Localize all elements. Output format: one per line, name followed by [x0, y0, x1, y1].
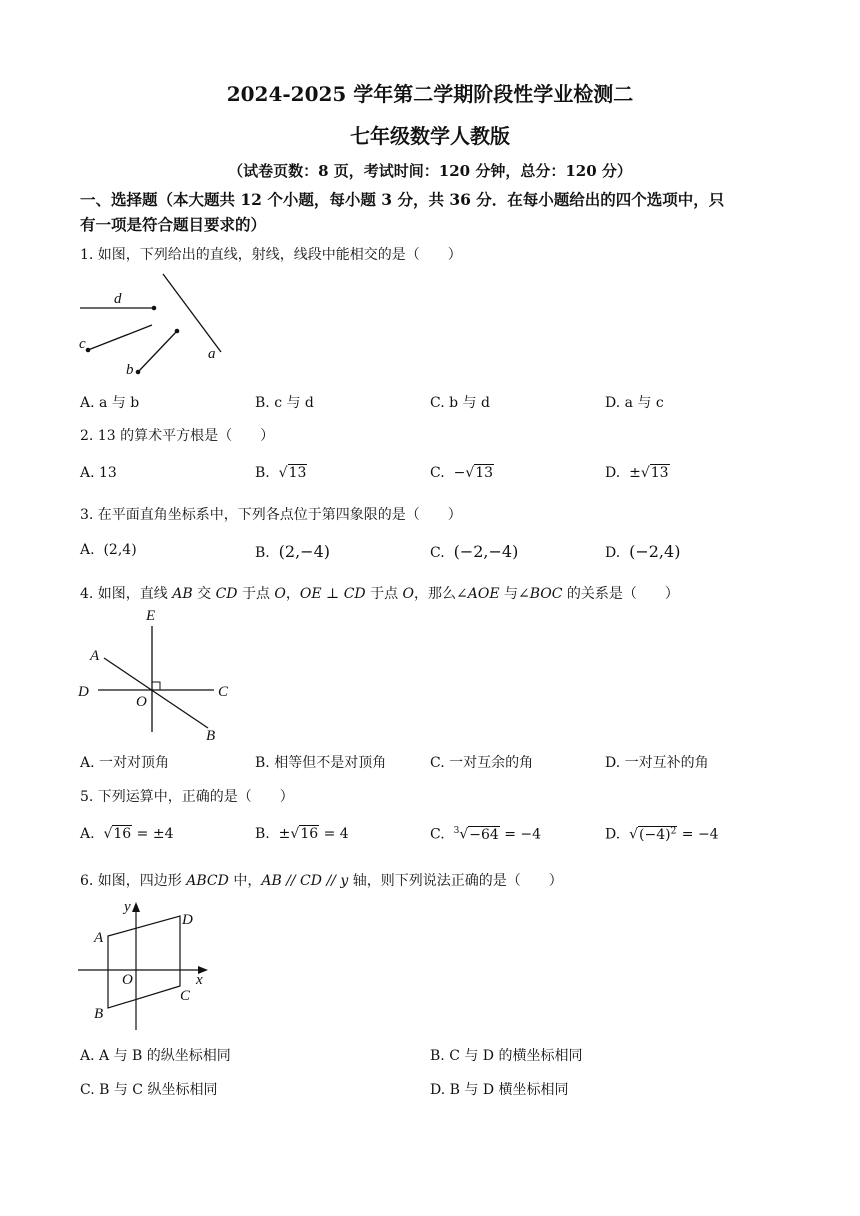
rhs: = −4 [499, 826, 542, 843]
endpoint-d [152, 306, 157, 311]
option-value: (−2,−4) [453, 542, 519, 561]
label-D: D [182, 912, 193, 928]
q2-option-b[interactable]: B. √13 [255, 465, 307, 481]
label-c: c [79, 336, 86, 352]
endpoint-b1 [136, 370, 141, 375]
option-value: (2,−4) [278, 542, 330, 561]
question-6-stem: 6. 如图，四边形 ABCD 中，AB // CD // y 轴，则下列说法正确的是（ ） [80, 873, 563, 889]
label-B: B [94, 1006, 104, 1022]
question-2-stem: 2. 13 的算术平方根是（ ） [80, 428, 275, 444]
q6-option-d[interactable]: D. B 与 D 横坐标相同 [430, 1082, 569, 1098]
radicand: −64 [469, 826, 499, 843]
label-y: y [124, 899, 131, 915]
rhs: = ±4 [132, 826, 174, 842]
radicand: 16 [300, 826, 319, 842]
q1-option-c[interactable]: C. b 与 d [430, 395, 490, 411]
question-4-stem: 4. 如图，直线 AB 交 CD 于点 O，OE ⊥ CD 于点 O，那么∠AOE 与∠BOC 的关系是（ ） [80, 586, 679, 602]
q3-option-b[interactable] [255, 542, 330, 561]
q3-option-c[interactable] [430, 542, 518, 561]
segment-b [138, 331, 177, 372]
q4-option-c[interactable]: C. 一对互余的角 [430, 755, 534, 771]
radicand: 13 [475, 465, 494, 481]
q5-option-a[interactable]: A. √16 = ±4 [80, 826, 174, 842]
label-d: d [114, 291, 122, 307]
ray-c [88, 325, 152, 350]
question-3-stem: 3. 在平面直角坐标系中，下列各点位于第四象限的是（ ） [80, 507, 462, 523]
sign: − [453, 465, 466, 481]
q5-option-d[interactable]: D. $√(-4)^2 = -4$ [605, 826, 719, 843]
label-A: A [94, 930, 104, 946]
rhs: = −4 [677, 826, 719, 843]
root-index: 3 [453, 826, 460, 836]
q5-option-b[interactable]: B. ±√16 = 4 [255, 826, 349, 842]
question-4-figure [74, 604, 244, 744]
option-label: D. [605, 465, 621, 481]
question-5-stem: 5. 下列运算中，正确的是（ ） [80, 789, 294, 805]
sign: ± [629, 465, 641, 481]
line-AB [104, 658, 208, 728]
q6-option-a[interactable]: A. A 与 B 的纵坐标相同 [80, 1048, 231, 1064]
option-label: C. [430, 826, 445, 843]
q2-option-c[interactable]: C. −√13 [430, 465, 494, 481]
label-O: O [136, 694, 147, 710]
label-x: x [196, 972, 203, 988]
q2-option-d[interactable]: D. ±√13 [605, 465, 669, 481]
q4-option-b[interactable]: B. 相等但不是对顶角 [255, 755, 387, 771]
line-a [163, 274, 221, 352]
exam-info: （试卷页数：8 页，考试时间：120 分钟，总分：120 分） [228, 162, 632, 180]
label-C: C [180, 988, 191, 1004]
quadrilateral-ABCD [108, 916, 180, 1008]
exam-title: 2024-2025 学年第二学期阶段性学业检测二 [226, 82, 634, 106]
q4-option-d[interactable]: D. 一对互补的角 [605, 755, 709, 771]
option-value: (−2,4) [629, 542, 681, 561]
q3-option-a[interactable] [80, 542, 137, 558]
option-label: C. [430, 545, 445, 561]
option-label: A. [80, 542, 95, 558]
radicand: 13 [650, 465, 669, 481]
q1-option-d[interactable]: D. a 与 c [605, 395, 664, 411]
rhs: = 4 [319, 826, 349, 842]
q6-option-b[interactable]: B. C 与 D 的横坐标相同 [430, 1048, 583, 1064]
q3-option-d[interactable] [605, 542, 680, 561]
q6-option-c[interactable]: C. B 与 C 纵坐标相同 [80, 1082, 218, 1098]
section-heading-line1: 一、选择题（本大题共 12 个小题，每小题 3 分，共 36 分．在每小题给出的四个选项中，只 [80, 190, 725, 209]
option-label: C. [430, 465, 445, 481]
option-label: A. [80, 826, 95, 842]
option-label: D. [605, 826, 621, 843]
option-value: 13 [99, 465, 117, 481]
endpoint-b2 [175, 329, 180, 334]
section-heading-line2: 有一项是符合题目要求的） [80, 215, 267, 234]
radicand: 13 [288, 465, 307, 481]
label-B: B [206, 728, 216, 744]
label-a: a [208, 346, 216, 362]
option-label: B. [255, 826, 270, 842]
radicand: 16 [113, 826, 132, 842]
q5-option-c[interactable]: C. $^3$√−64 = −4 [430, 826, 542, 843]
right-angle-mark [152, 682, 160, 690]
label-E: E [146, 608, 156, 624]
y-axis-arrow [132, 902, 140, 912]
question-1-figure [72, 268, 232, 380]
label-A: A [90, 648, 100, 664]
label-O: O [122, 972, 133, 988]
label-D: D [78, 684, 89, 700]
option-label: D. [605, 545, 621, 561]
option-label: A. [80, 465, 95, 481]
label-C: C [218, 684, 229, 700]
option-label: B. [255, 465, 270, 481]
exam-subtitle: 七年级数学人教版 [350, 124, 510, 148]
option-label: B. [255, 545, 270, 561]
q4-option-a[interactable]: A. 一对对顶角 [80, 755, 170, 771]
sign: ± [278, 826, 291, 842]
q2-option-a[interactable] [80, 465, 117, 481]
radicand: $(-4)^2$ [639, 826, 677, 843]
label-b: b [126, 362, 134, 378]
option-value: (2,4) [103, 542, 137, 558]
question-1-stem: 1. 如图，下列给出的直线，射线，线段中能相交的是（ ） [80, 247, 462, 263]
q1-option-b[interactable]: B. c 与 d [255, 395, 314, 411]
q1-option-a[interactable]: A. a 与 b [80, 395, 140, 411]
question-6-figure [74, 896, 224, 1036]
endpoint-c [86, 348, 91, 353]
